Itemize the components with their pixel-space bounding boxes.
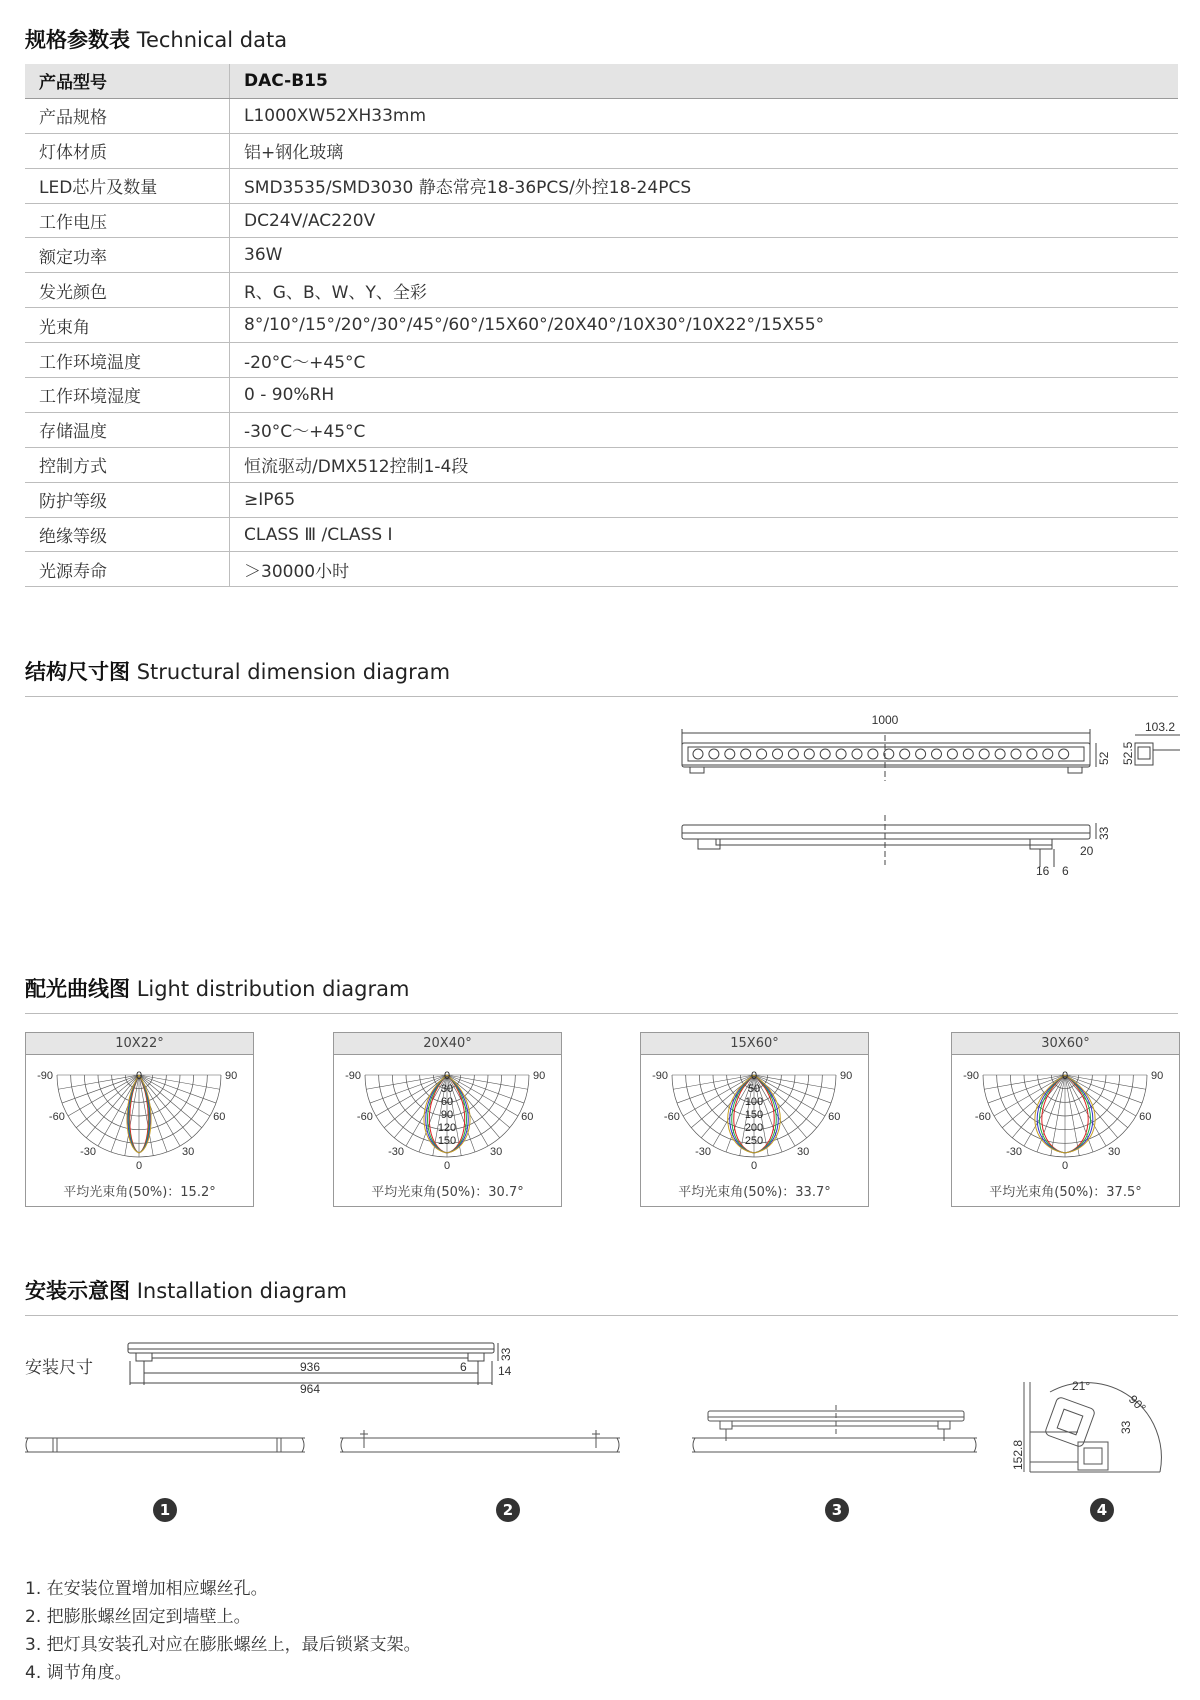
light-divider — [25, 1013, 1178, 1014]
angle-label: 30 — [797, 1146, 810, 1159]
ring-label: 50 — [747, 1082, 761, 1095]
led-dot — [979, 749, 989, 759]
install-note-2: 2. 把膨胀螺丝固定到墙壁上。 — [25, 1607, 251, 1627]
dim-a: 16 — [1036, 864, 1050, 878]
led-dot — [900, 749, 910, 759]
light-section-title — [25, 973, 409, 1003]
spec-row — [25, 447, 1178, 482]
step-number-4: 4 — [1090, 1498, 1114, 1522]
angle-label: -90 — [345, 1070, 361, 1082]
spec-value: ＞30000小时 — [230, 552, 1179, 587]
install-section-title — [25, 1275, 347, 1305]
ring-label: 120 — [437, 1121, 457, 1134]
angle-label: 0 — [443, 1160, 451, 1172]
panel-title: 20X40° — [334, 1033, 561, 1055]
structure-section-title — [25, 656, 450, 686]
led-dot — [947, 749, 957, 759]
spec-key: 额定功率 — [25, 238, 230, 273]
spec-key: 发光颜色 — [25, 273, 230, 308]
step-3-drawing — [692, 1405, 982, 1470]
angle-label: 30 — [1108, 1146, 1121, 1159]
step-number-2: 2 — [496, 1498, 520, 1522]
angle-label: -90 — [652, 1070, 668, 1082]
polar-chart — [641, 1055, 868, 1183]
led-dot — [868, 749, 878, 759]
angle-label: -60 — [974, 1111, 991, 1123]
polar-chart — [334, 1055, 561, 1183]
ring-label: 150 — [744, 1108, 764, 1121]
spec-key: 工作环境湿度 — [25, 378, 230, 413]
ring-label: 200 — [744, 1121, 764, 1134]
spec-value: DC24V/AC220V — [230, 203, 1179, 238]
led-dot — [1059, 749, 1069, 759]
panel-title: 15X60° — [641, 1033, 868, 1055]
panel-caption: 平均光束角(50%)：37.5° — [989, 1185, 1142, 1200]
angle-label: 90 — [225, 1070, 238, 1082]
angle-label: -60 — [48, 1111, 65, 1123]
panel-caption: 平均光束角(50%)：33.7° — [678, 1185, 831, 1200]
polar-chart — [26, 1055, 253, 1183]
angle-label: 90 — [533, 1070, 546, 1082]
angle-label: 60 — [213, 1111, 226, 1123]
structure-title-en: Structural dimension diagram — [136, 660, 451, 684]
spec-value: -20°C～+45°C — [230, 343, 1179, 378]
spec-value: L1000XW52XH33mm — [230, 98, 1179, 133]
dim-90: 90° — [1125, 1392, 1149, 1415]
angle-label: 30 — [182, 1146, 195, 1159]
panel-title: 10X22° — [26, 1033, 253, 1055]
panel-caption: 平均光束角(50%)：30.7° — [371, 1185, 524, 1200]
spec-key: 光源寿命 — [25, 552, 230, 587]
dim-936: 936 — [299, 1360, 321, 1374]
spec-key: 绝缘等级 — [25, 517, 230, 552]
spec-row — [25, 203, 1178, 238]
step-1-drawing — [25, 1430, 310, 1470]
spec-row — [25, 343, 1178, 378]
angle-label: -30 — [1006, 1146, 1022, 1159]
top-view — [682, 729, 1096, 781]
angle-label: 30 — [490, 1146, 503, 1159]
led-dot — [757, 749, 767, 759]
spec-key: 工作电压 — [25, 203, 230, 238]
install-size-drawing — [120, 1335, 520, 1395]
angle-label: 0 — [750, 1160, 758, 1172]
spec-row — [25, 482, 1178, 517]
tech-title-en: Technical data — [136, 28, 288, 52]
step-number-1: 1 — [153, 1498, 177, 1522]
spec-row — [25, 412, 1178, 447]
angle-label: -60 — [356, 1111, 373, 1123]
spec-key: 存储温度 — [25, 412, 230, 447]
polar-chart — [952, 1055, 1179, 1183]
light-title-en: Light distribution diagram — [136, 977, 410, 1001]
spec-row — [25, 238, 1178, 273]
led-dot — [741, 749, 751, 759]
led-dot — [932, 749, 942, 759]
tech-section-title — [25, 24, 287, 54]
dim-21: 21° — [1072, 1379, 1091, 1393]
spec-value: SMD3535/SMD3030 静态常亮18-36PCS/外控18-24PCS — [230, 168, 1179, 203]
led-dot — [773, 749, 783, 759]
led-dot — [804, 749, 814, 759]
angle-label: 0 — [1061, 1160, 1069, 1172]
spec-key: 产品规格 — [25, 98, 230, 133]
step-2-drawing — [340, 1420, 625, 1470]
install-divider — [25, 1315, 1178, 1316]
spec-key: 灯体材质 — [25, 133, 230, 168]
end-view — [1135, 735, 1180, 765]
dim-width2: 52.5 — [1121, 741, 1135, 765]
light-title-cn: 配光曲线图 — [25, 977, 130, 1001]
angle-label: 60 — [828, 1111, 841, 1123]
led-dot — [995, 749, 1005, 759]
led-dots — [693, 749, 1069, 759]
install-note-3: 3. 把灯具安装孔对应在膨胀螺丝上，最后锁紧支架。 — [25, 1635, 421, 1655]
spec-key: 产品型号 — [25, 64, 230, 98]
spec-value: 8°/10°/15°/20°/30°/45°/60°/15X60°/20X40°/10X30°/10X22°/15X55° — [230, 308, 1179, 343]
dim-964: 964 — [299, 1382, 321, 1395]
spec-key: LED芯片及数量 — [25, 168, 230, 203]
spec-row — [25, 98, 1178, 133]
structure-title-cn: 结构尺寸图 — [25, 660, 130, 684]
spec-value: R、G、B、W、Y、全彩 — [230, 273, 1179, 308]
spec-row — [25, 133, 1178, 168]
dim-h2: 20 — [1080, 844, 1094, 858]
led-dot — [1043, 749, 1053, 759]
dim-length: 1000 — [871, 713, 899, 727]
angle-label: -30 — [388, 1146, 404, 1159]
led-dot — [725, 749, 735, 759]
spec-key: 防护等级 — [25, 482, 230, 517]
tech-title-cn: 规格参数表 — [25, 28, 130, 52]
light-panel-2 — [333, 1032, 562, 1207]
dim-33b: 33 — [1119, 1420, 1133, 1434]
dim-height: 33 — [1097, 826, 1111, 840]
ring-label: 0 — [443, 1070, 451, 1082]
install-title-cn: 安装示意图 — [25, 1279, 130, 1303]
led-dot — [916, 749, 926, 759]
spec-row — [25, 64, 1178, 98]
spec-value: -30°C～+45°C — [230, 412, 1179, 447]
structure-drawing — [660, 705, 1190, 885]
led-dot — [852, 749, 862, 759]
led-dot — [788, 749, 798, 759]
install-note-1: 1. 在安装位置增加相应螺丝孔。 — [25, 1579, 268, 1599]
spec-value: 36W — [230, 238, 1179, 273]
angle-label: -90 — [963, 1070, 979, 1082]
spec-row — [25, 378, 1178, 413]
ring-label: 0 — [1061, 1070, 1069, 1082]
spec-row — [25, 552, 1178, 587]
ring-label: 0 — [135, 1070, 143, 1082]
angle-label: 0 — [135, 1160, 143, 1172]
panel-caption: 平均光束角(50%)：15.2° — [63, 1185, 216, 1200]
led-dot — [693, 749, 703, 759]
install-note-4: 4. 调节角度。 — [25, 1663, 132, 1683]
spec-value: ≥IP65 — [230, 482, 1179, 517]
ring-label: 100 — [744, 1095, 764, 1108]
dim-depth: 103.2 — [1145, 720, 1176, 734]
step-number-3: 3 — [825, 1498, 849, 1522]
led-dot — [836, 749, 846, 759]
install-title-en: Installation diagram — [136, 1279, 347, 1303]
light-panel-3 — [640, 1032, 869, 1207]
dim-152: 152.8 — [1011, 1439, 1025, 1470]
angle-label: 60 — [1139, 1111, 1152, 1123]
spec-table — [25, 64, 1178, 587]
led-dot — [1027, 749, 1037, 759]
spec-row — [25, 273, 1178, 308]
angle-label: -60 — [663, 1111, 680, 1123]
spec-row — [25, 517, 1178, 552]
ring-label: 250 — [744, 1134, 764, 1147]
spec-row — [25, 168, 1178, 203]
spec-key: 工作环境温度 — [25, 343, 230, 378]
angle-label: -90 — [37, 1070, 53, 1082]
led-dot — [820, 749, 830, 759]
spec-value: 铝+钢化玻璃 — [230, 133, 1179, 168]
angle-label: 90 — [840, 1070, 853, 1082]
spec-value: CLASS Ⅲ /CLASS Ⅰ — [230, 517, 1179, 552]
ring-label: 150 — [437, 1134, 457, 1147]
ring-label: 0 — [750, 1070, 758, 1082]
led-dot — [709, 749, 719, 759]
spec-key: 控制方式 — [25, 447, 230, 482]
angle-label: 90 — [1151, 1070, 1164, 1082]
ring-label: 60 — [440, 1095, 454, 1108]
angle-label: -30 — [80, 1146, 96, 1159]
dim-14: 14 — [498, 1364, 512, 1378]
light-panel-1 — [25, 1032, 254, 1207]
install-size-label: 安装尺寸 — [25, 1358, 93, 1378]
led-dot — [963, 749, 973, 759]
spec-value: DAC-B15 — [230, 64, 1179, 98]
dim-width: 52 — [1097, 751, 1111, 765]
dim-33: 33 — [499, 1347, 513, 1361]
ring-label: 30 — [440, 1082, 454, 1095]
led-dot — [1011, 749, 1021, 759]
side-view — [682, 815, 1096, 867]
dim-b: 6 — [1062, 864, 1069, 878]
structure-divider — [25, 696, 1178, 697]
ring-label: 90 — [440, 1108, 454, 1121]
spec-row — [25, 308, 1178, 343]
angle-label: 60 — [521, 1111, 534, 1123]
angle-label: -30 — [695, 1146, 711, 1159]
spec-value: 0 - 90%RH — [230, 378, 1179, 413]
dim-6: 6 — [460, 1360, 467, 1374]
light-panel-4 — [951, 1032, 1180, 1207]
step-4-drawing — [1010, 1372, 1180, 1482]
spec-value: 恒流驱动/DMX512控制1-4段 — [230, 447, 1179, 482]
panel-title: 30X60° — [952, 1033, 1179, 1055]
spec-key: 光束角 — [25, 308, 230, 343]
